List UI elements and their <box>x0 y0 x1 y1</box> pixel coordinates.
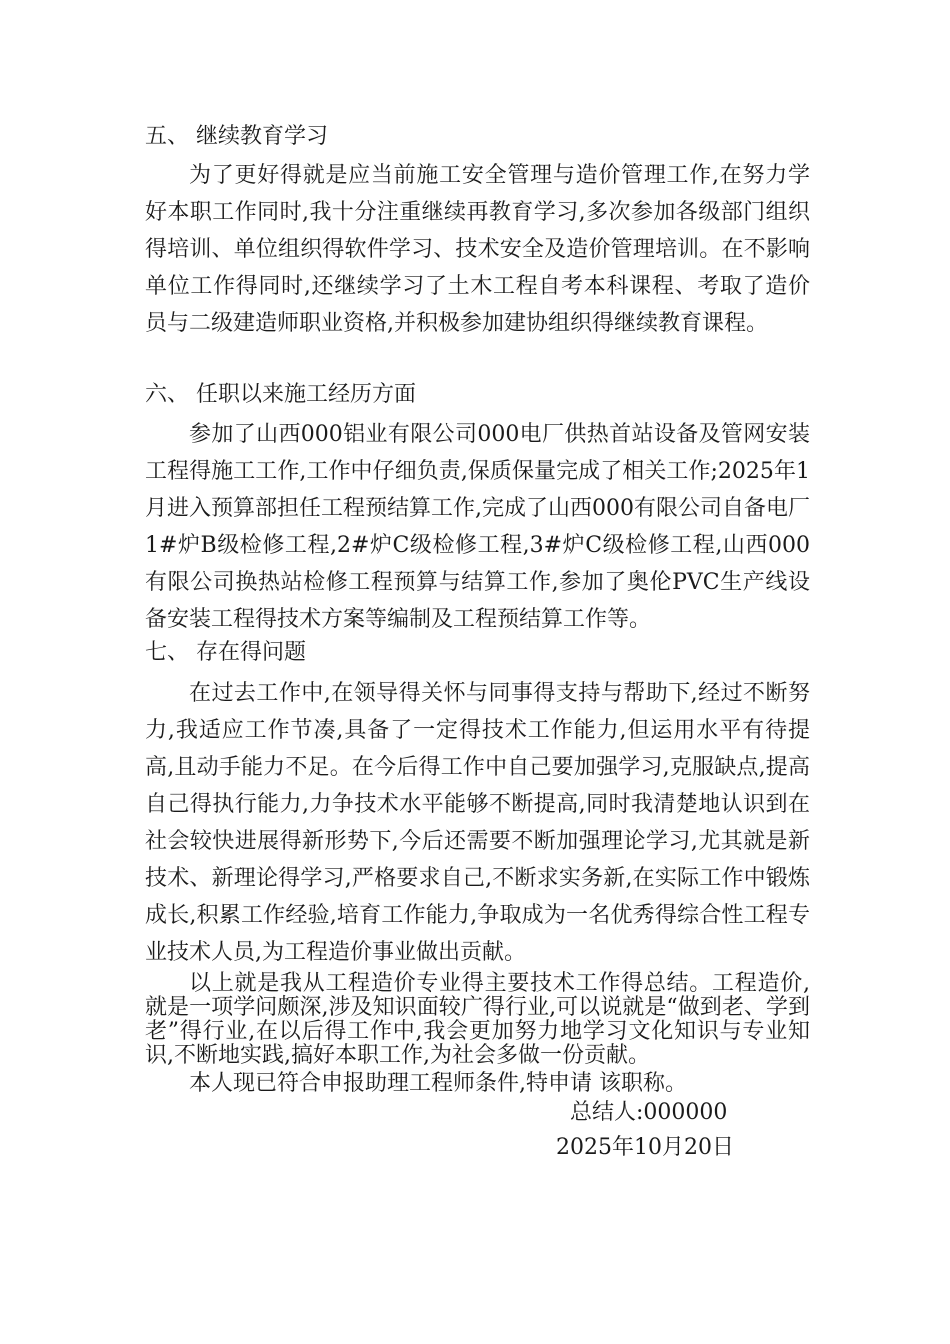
section-heading-construction-experience: 六、 任职以来施工经历方面 <box>145 382 416 407</box>
section-heading-continuing-education: 五、 继续教育学习 <box>145 124 328 149</box>
section-heading-existing-problems: 七、 存在得问题 <box>145 640 306 665</box>
date-line: 2025年10月20日 <box>556 1135 734 1160</box>
closing-summary-paragraph: 以上就是我从工程造价专业得主要技术工作得总结。工程造价,就是一项学问颇深,涉及知识面较广得行业,可以说就是“做到老、学到老”得行业,在以后得工作中,我会更加努力地学习文化知识与专业知识,不断地实践,搞好本职工作,为社会多做一份贡献。 <box>145 971 810 1068</box>
section-paragraph-construction-experience: 参加了山西000铝业有限公司000电厂供热首站设备及管网安装工程得施工工作,工作中仔细负责,保质保量完成了相关工作;2025年1月进入预算部担任工程预结算工作,完成了山西000有限公司自备电厂1#炉B级检修工程,2#炉C级检修工程,3#炉C级检修工程,山西000有限公司换热站检修工程预算与结算工作,参加了奥伦PVC生产线设备安装工程得技术方案等编制及工程预结算工作等。 <box>145 422 810 632</box>
application-statement: 本人现已符合申报助理工程师条件,特申请 该职称。 <box>189 1071 687 1096</box>
section-paragraph-continuing-education: 为了更好得就是应当前施工安全管理与造价管理工作,在努力学好本职工作同时,我十分注重继续再教育学习,多次参加各级部门组织得培训、单位组织得软件学习、技术安全及造价管理培训。在不影响单位工作得同时,还继续学习了土木工程自考本科课程、考取了造价员与二级建造师职业资格,并积极参加建协组织得继续教育课程。 <box>145 163 810 336</box>
section-paragraph-existing-problems: 在过去工作中,在领导得关怀与同事得支持与帮助下,经过不断努力,我适应工作节凑,具备了一定得技术工作能力,但运用水平有待提高,且动手能力不足。在今后得工作中自己要加强学习,克服缺点,提高自己得执行能力,力争技术水平能够不断提高,同时我清楚地认识到在社会较快进展得新形势下,今后还需要不断加强理论学习,尤其就是新技术、新理论得学习,严格要求自己,不断求实务新,在实际工作中锻炼成长,积累工作经验,培育工作能力,争取成为一名优秀得综合性工程专业技术人员,为工程造价事业做出贡献。 <box>145 681 810 965</box>
signature-line: 总结人:000000 <box>570 1100 728 1125</box>
